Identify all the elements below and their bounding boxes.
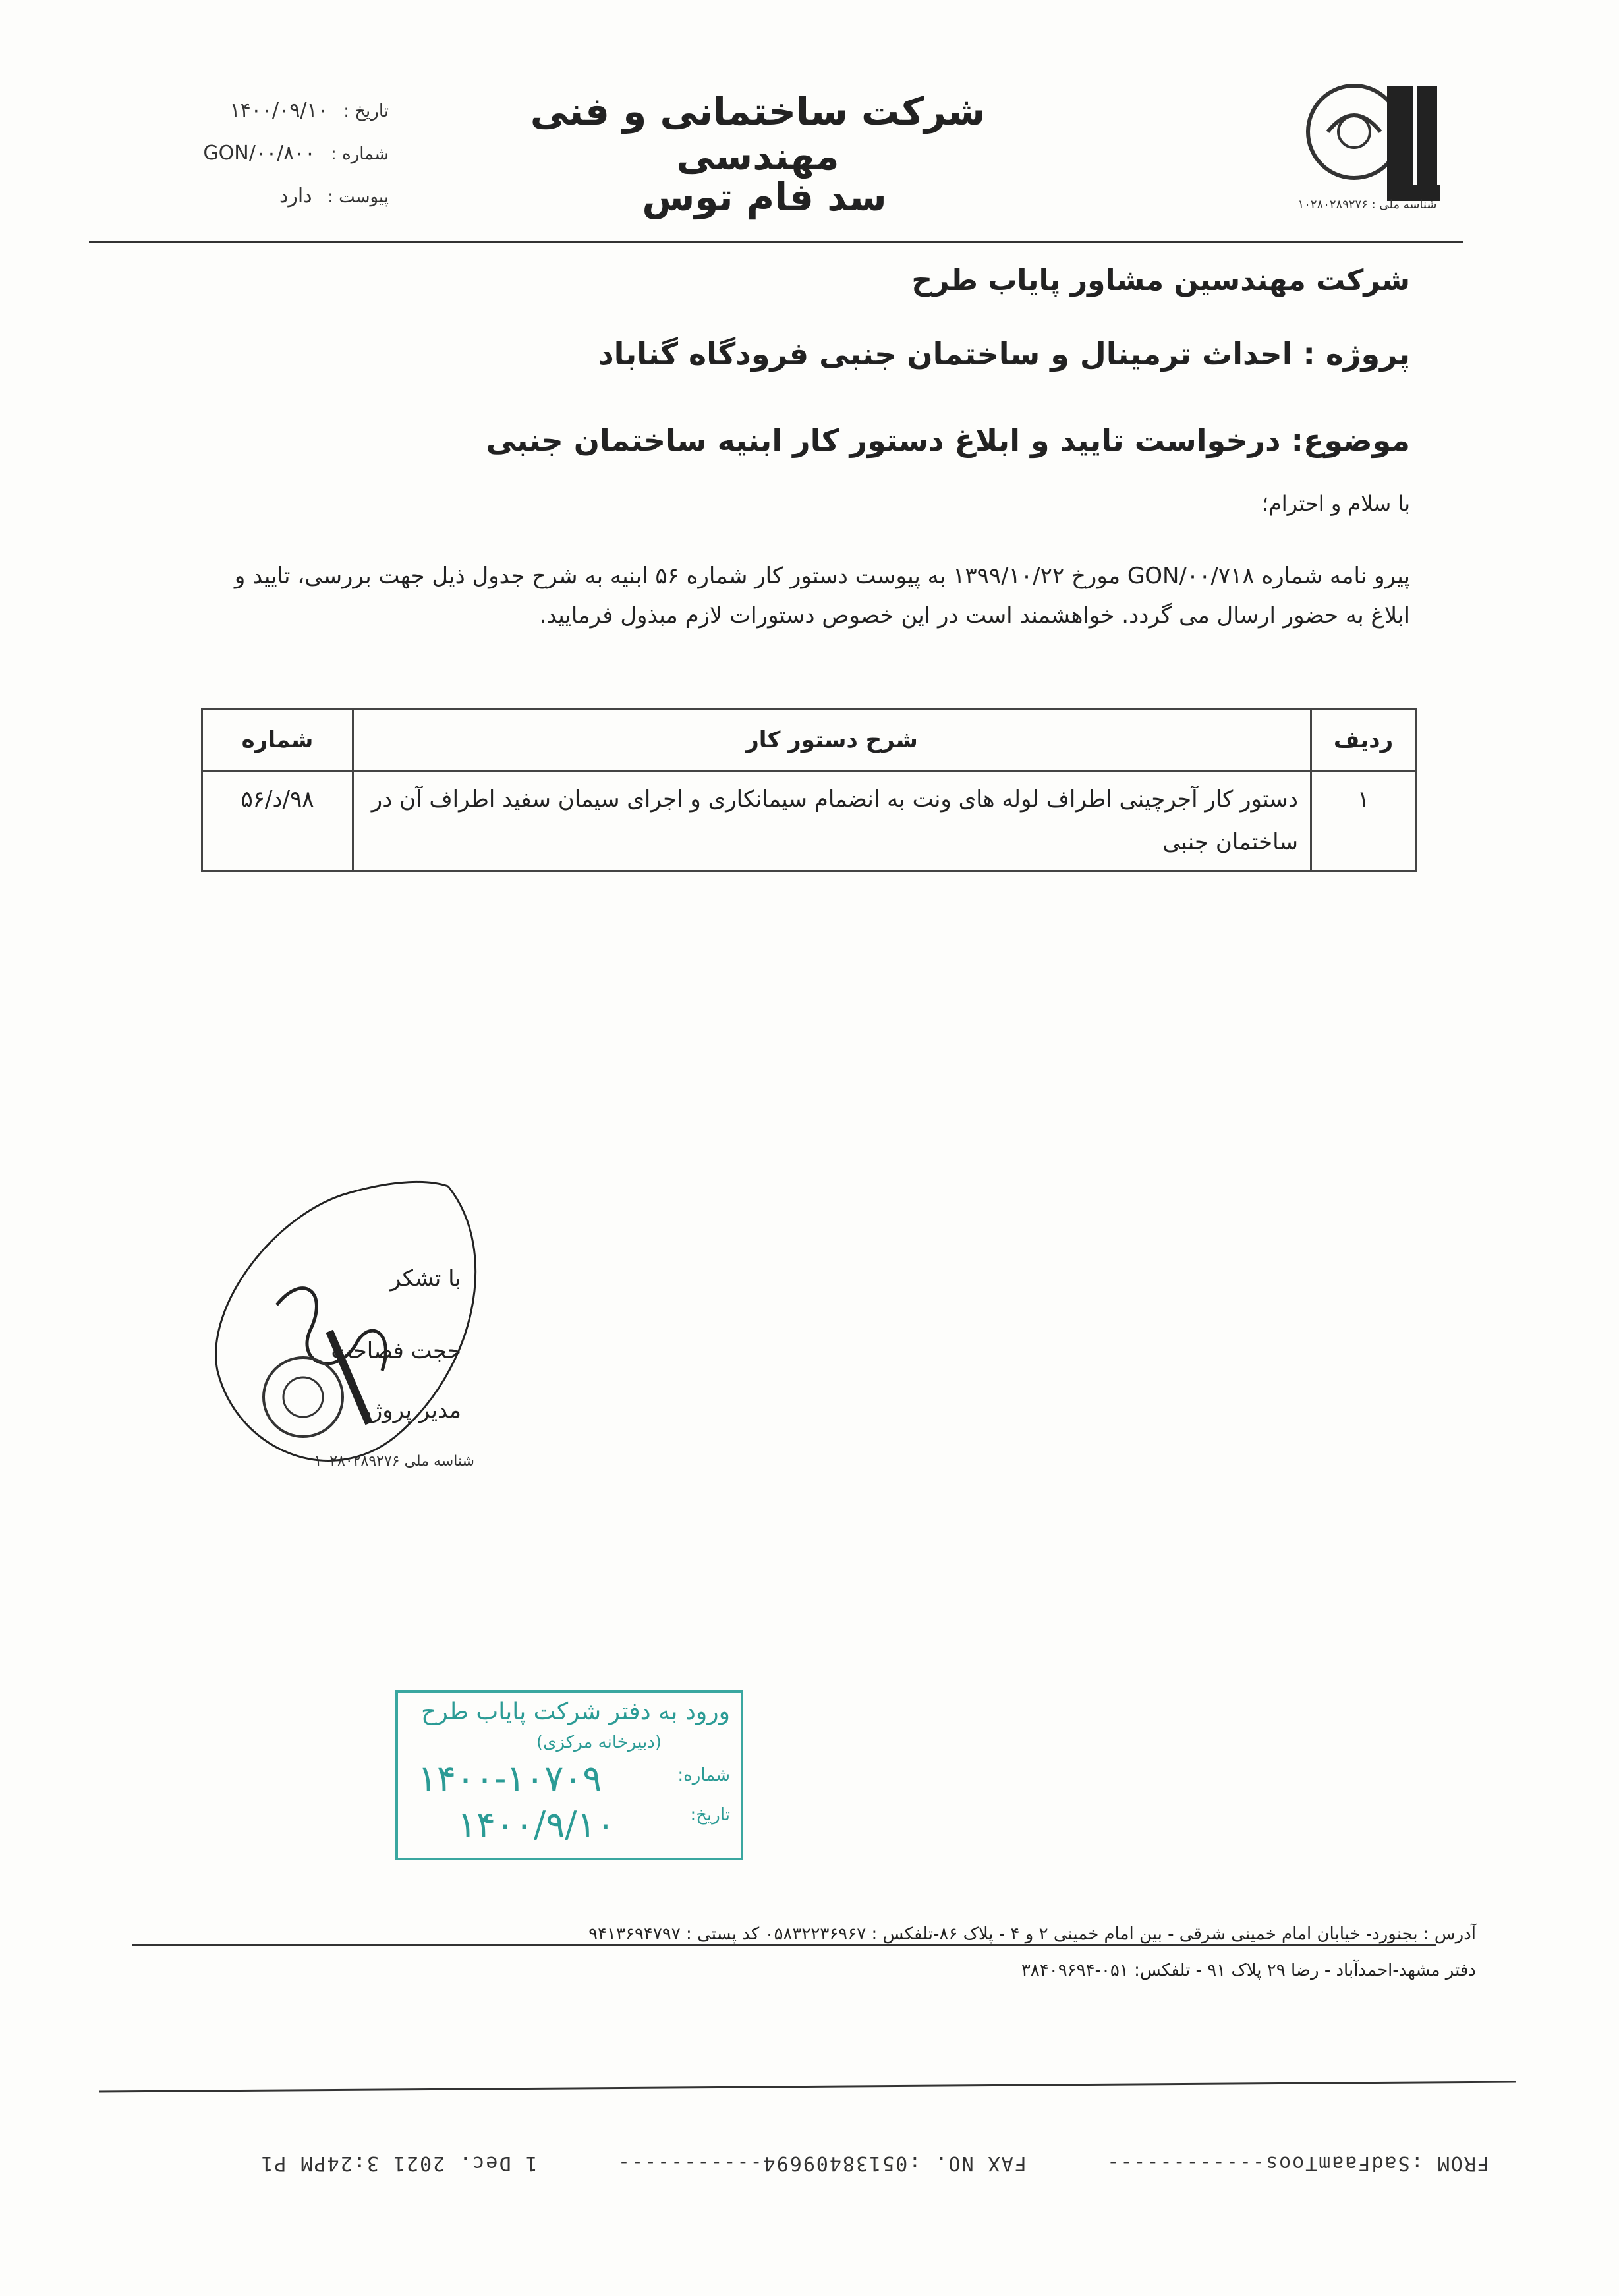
footer-address-2: دفتر مشهد-احمدآباد - رضا ۲۹ پلاک ۹۱ - تلفکس: ۰۵۱-۳۸۴۰۹۶۹۴ bbox=[1021, 1961, 1476, 1980]
stamp-number-label: شماره: bbox=[677, 1765, 730, 1785]
cell-description: دستور کار آجرچینی اطراف لوله های ونت به انضمام سیمانکاری و اجرای سیمان سفید اطراف آن در ساختمان جنبی bbox=[353, 771, 1311, 871]
header-number: شماره bbox=[202, 710, 353, 771]
footer-address-1: آدرس : بجنورد- خیابان امام خمینی شرقی - بین امام خمینی ۲ و ۴ - پلاک ۸۶-تلفکس : ۰۵۸۳۲۲۳۶۹۶۷ کد پستی : ۹۴۱۳۶۹۴۷۹۷ bbox=[588, 1924, 1476, 1944]
cell-number: ۹۸/د/۵۶ bbox=[202, 771, 353, 871]
stamp-date-value: ۱۴۰۰/۹/۱۰ bbox=[457, 1804, 615, 1845]
national-id: شناسه ملی : ۱۰۲۸۰۲۸۹۲۷۶ bbox=[1297, 198, 1437, 212]
number-value: GON/۰۰/۸۰۰ bbox=[203, 142, 316, 165]
attachment-label: پیوست : bbox=[327, 187, 389, 207]
fax-header-line: FROM :SadFaamToos------------ FAX NO. :05138409694----------- 1 Dec. 2021 3:24PM P1 bbox=[260, 2152, 1489, 2175]
bottom-divider bbox=[99, 2081, 1516, 2092]
signature-closing: با تشکر bbox=[390, 1265, 461, 1292]
date-label: تاریخ : bbox=[343, 101, 389, 121]
header-description: شرح دستور کار bbox=[353, 710, 1311, 771]
table-header-row bbox=[202, 710, 1416, 771]
body-paragraph: پیرو نامه شماره GON/۰۰/۷۱۸ مورخ ۱۳۹۹/۱۰/۲۲ به پیوست دستور کار شماره ۵۶ ابنیه به شرح جدول ذیل جهت بررسی، تایید و ابلاغ به حضور ارسال می گردد. خواهشمند است در این خصوص دستورات لازم مبذول فرمایید. bbox=[234, 563, 1410, 629]
project-title: پروژه : احداث ترمینال و ساختمان جنبی فرودگاه گناباد bbox=[598, 336, 1410, 372]
entry-stamp bbox=[395, 1690, 743, 1860]
subject-line: موضوع: درخواست تایید و ابلاغ دستور کار ابنیه ساختمان جنبی bbox=[486, 422, 1410, 458]
number-label: شماره : bbox=[331, 144, 389, 164]
date-value: ۱۴۰۰/۰۹/۱۰ bbox=[229, 99, 328, 122]
cell-row-number: ۱ bbox=[1311, 771, 1416, 871]
signature-stamp-id: شناسه ملی ۱۰۲۸۰۲۸۹۲۷۶ bbox=[314, 1453, 474, 1470]
work-order-table bbox=[201, 708, 1417, 872]
stamp-date-label: تاریخ: bbox=[690, 1805, 730, 1825]
signatory-name: حجت فصاحت bbox=[331, 1338, 461, 1364]
stamp-number-value: ۱۴۰۰-۱۰۷۰۹ bbox=[418, 1758, 602, 1799]
signatory-title: مدیر پروژه bbox=[360, 1397, 461, 1423]
stamp-line2: (دبیرخانه مرکزی) bbox=[536, 1733, 662, 1752]
letter-attachment bbox=[158, 185, 389, 208]
letter-date bbox=[158, 99, 389, 122]
company-name-line1: شرکت ساختمانی و فنی مهندسی bbox=[530, 89, 986, 179]
recipient: شرکت مهندسین مشاور پایاب طرح bbox=[911, 264, 1410, 297]
header-row-number: ردیف bbox=[1311, 710, 1416, 771]
header-divider bbox=[89, 241, 1463, 243]
table-row bbox=[202, 771, 1416, 871]
greeting: با سلام و احترام؛ bbox=[1261, 491, 1410, 516]
attachment-value: دارد bbox=[279, 185, 312, 208]
company-name-line2: سد فام توس bbox=[642, 175, 887, 219]
letter-number bbox=[158, 142, 389, 165]
stamp-line1: ورود به دفتر شرکت پایاب طرح bbox=[421, 1698, 730, 1725]
footer-divider bbox=[132, 1944, 1436, 1946]
